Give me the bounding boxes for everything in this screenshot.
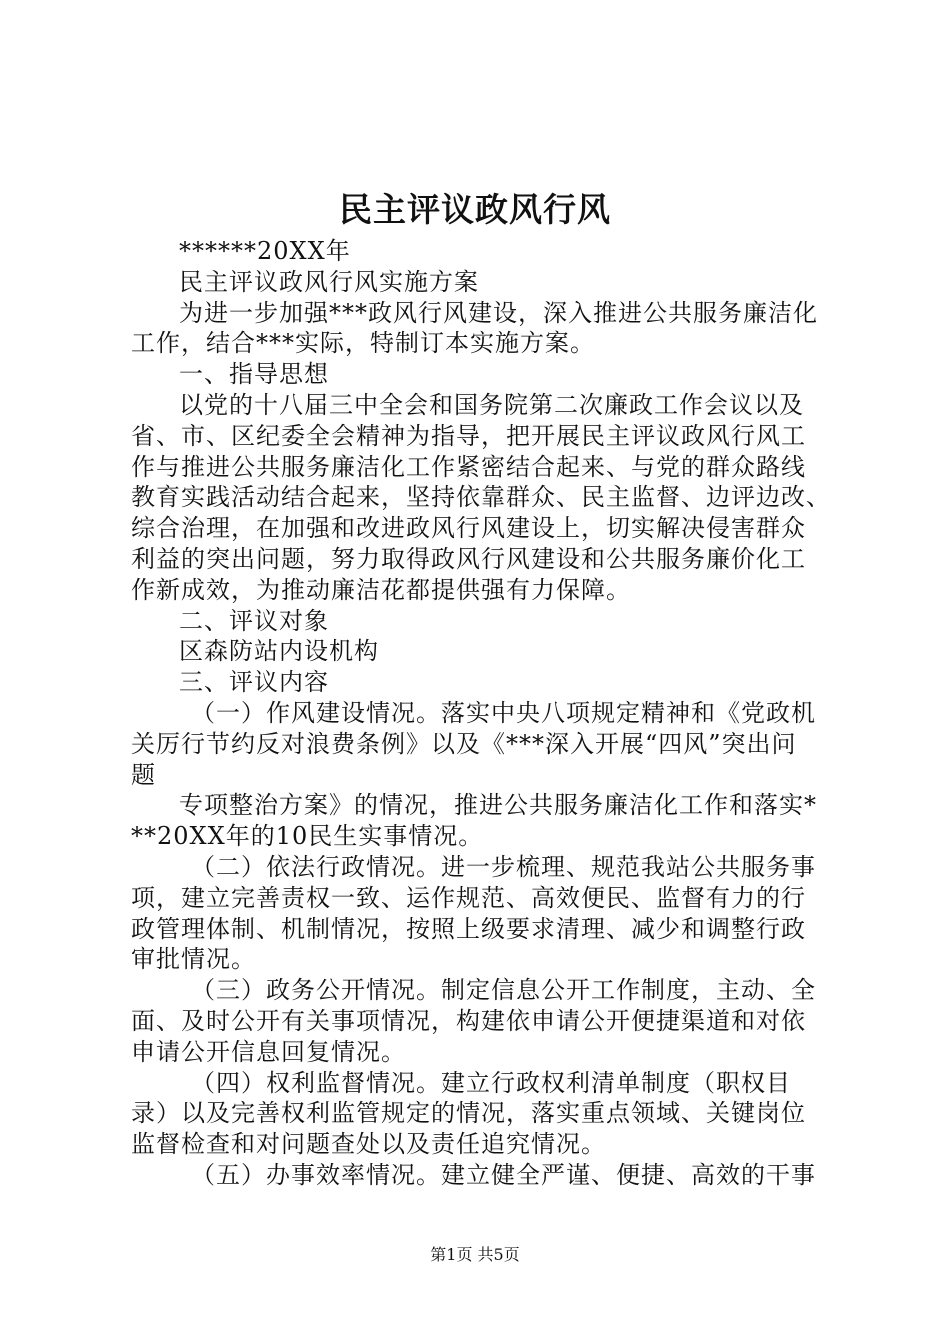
paragraph-line: 专项整治方案》的情况，推进公共服务廉洁化工作和落实*: [179, 791, 817, 820]
paragraph-line: 监督检查和对问题查处以及责任追究情况。: [131, 1130, 606, 1159]
paragraph-line: 综合治理，在加强和改进政风行风建设上，切实解决侵害群众: [131, 514, 806, 543]
paragraph-line: 录）以及完善权利监管规定的情况，落实重点领域、关键岗位: [131, 1099, 806, 1128]
paragraph-line: （三）政务公开情况。制定信息公开工作制度，主动、全: [191, 976, 816, 1005]
paragraph-line: 以党的十八届三中全会和国务院第二次廉政工作会议以及: [179, 390, 804, 419]
paragraph-line: 教育实践活动结合起来，坚持依靠群众、民主监督、边评边改、: [131, 483, 831, 512]
paragraph-line: 省、市、区纪委全会精神为指导，把开展民主评议政风行风工: [131, 421, 806, 450]
paragraph-line: （二）依法行政情况。进一步梳理、规范我站公共服务事: [191, 852, 816, 881]
document-title: 民主评议政风行风: [339, 190, 611, 229]
paragraph-line: 作新成效，为推动廉洁花都提供强有力保障。: [131, 575, 631, 604]
document-body: [131, 236, 836, 1191]
paragraph-line: 题: [131, 760, 156, 789]
paragraph-line: 申请公开信息回复情况。: [131, 1037, 406, 1066]
paragraph-line: 审批情况。: [131, 945, 256, 974]
section-heading: 三、评议内容: [179, 668, 329, 697]
paragraph-line: **20XX年的10民生实事情况。: [131, 822, 484, 851]
paragraph-line: 作与推进公共服务廉洁化工作紧密结合起来、与党的群众路线: [131, 452, 806, 481]
paragraph-line: （四）权利监督情况。建立行政权利清单制度（职权目: [191, 1068, 791, 1097]
paragraph-line: ******20XX年: [179, 237, 351, 265]
paragraph-line: 民主评议政风行风实施方案: [179, 267, 479, 296]
paragraph-line: （五）办事效率情况。建立健全严谨、便捷、高效的干事: [191, 1160, 816, 1189]
paragraph-line: 面、及时公开有关事项情况，构建依申请公开便捷渠道和对依: [131, 1006, 806, 1035]
paragraph-line: 关厉行节约反对浪费条例》以及《***深入开展“四风”突出问: [131, 729, 797, 758]
paragraph-line: 区森防站内设机构: [179, 637, 379, 666]
page-footer: 第1页 共5页: [430, 1245, 520, 1264]
paragraph-line: 政管理体制、机制情况，按照上级要求清理、减少和调整行政: [131, 914, 806, 943]
paragraph-line: （一）作风建设情况。落实中央八项规定精神和《党政机: [191, 698, 816, 727]
paragraph-line: 工作，结合***实际，特制订本实施方案。: [131, 329, 595, 358]
paragraph-line: 为进一步加强***政风行风建设，深入推进公共服务廉洁化: [179, 298, 818, 327]
section-heading: 二、评议对象: [179, 606, 329, 635]
paragraph-line: 利益的突出问题，努力取得政风行风建设和公共服务廉价化工: [131, 544, 806, 573]
paragraph-line: 项，建立完善责权一致、运作规范、高效便民、监督有力的行: [131, 883, 806, 912]
section-heading: 一、指导思想: [179, 360, 329, 389]
